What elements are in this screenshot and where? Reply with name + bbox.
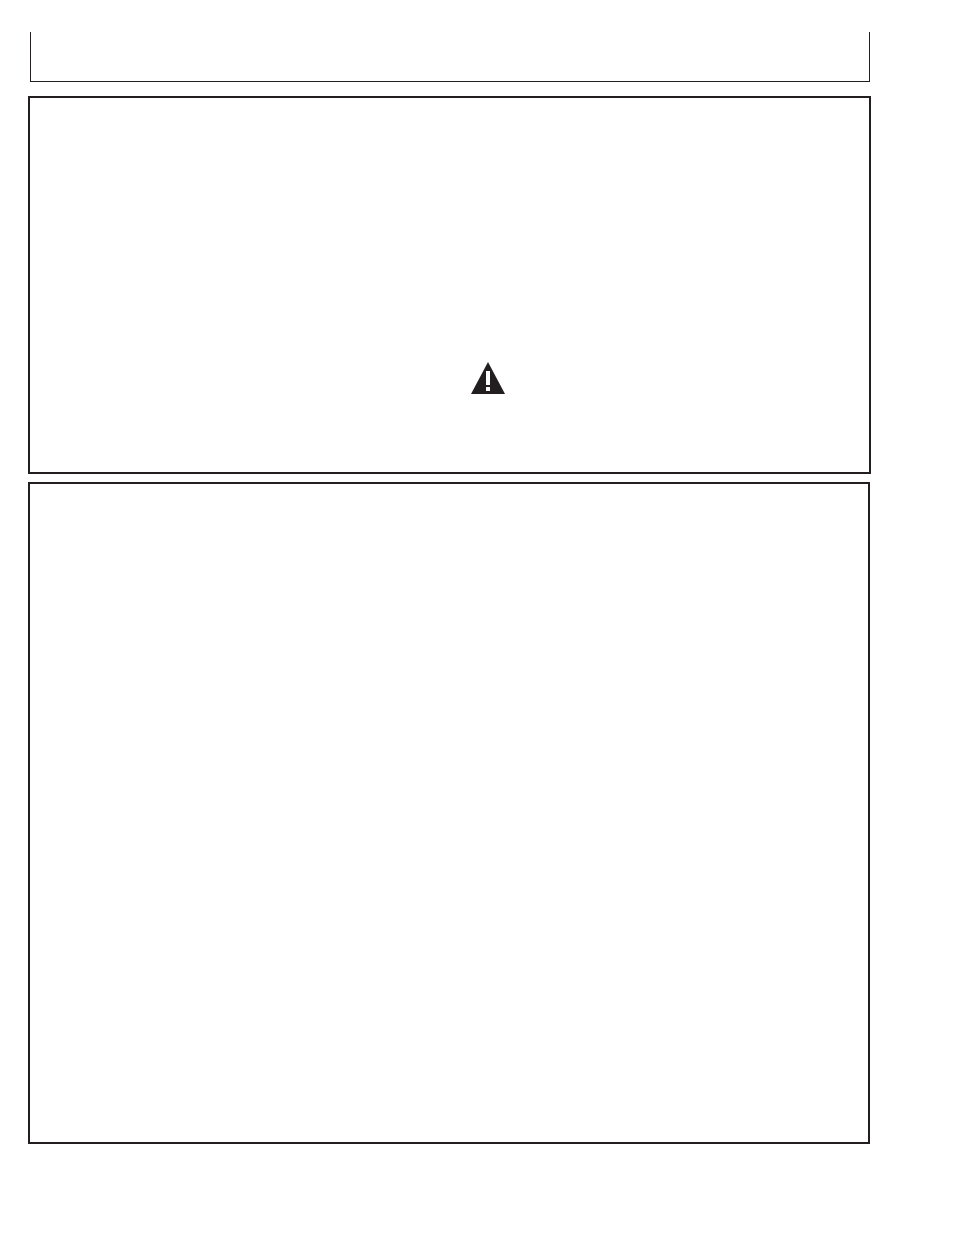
remisage-title-box [30,32,870,82]
col-specs [321,556,621,575]
warning-triangle-icon [470,360,506,396]
specs-header-row [40,556,840,593]
page-title [31,32,869,34]
specs-note [40,984,857,1001]
storage-section [28,96,871,474]
